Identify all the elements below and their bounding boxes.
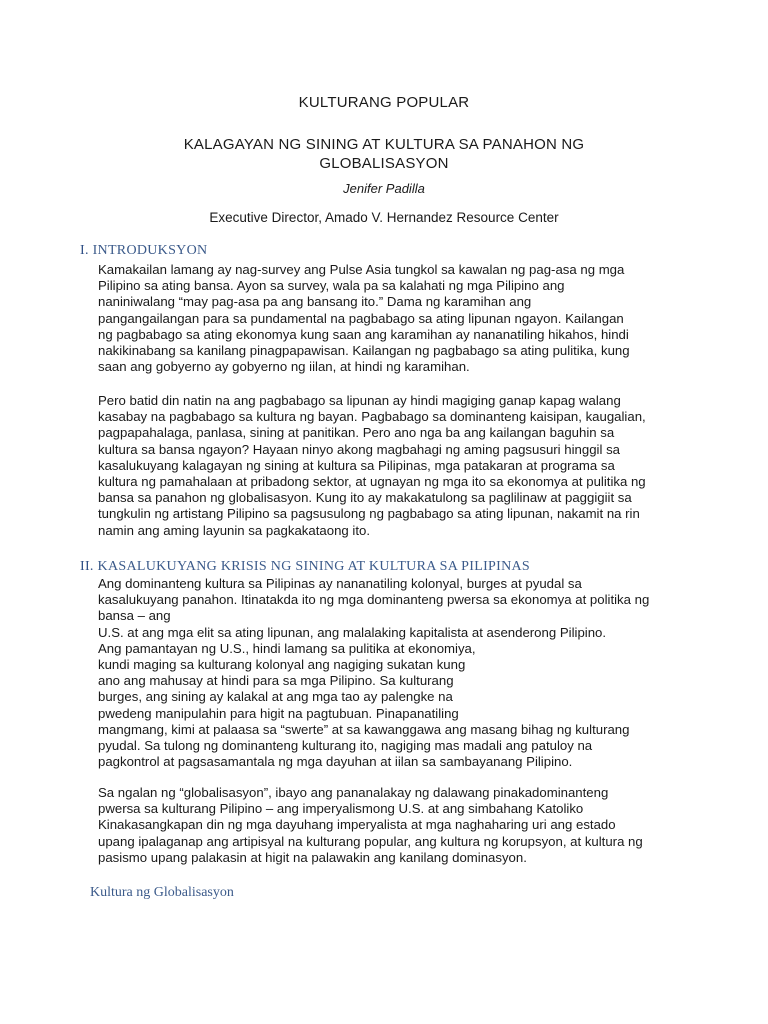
author-affiliation: Executive Director, Amado V. Hernandez Resource Center (209, 210, 559, 225)
section-heading-text: KASALUKUYANG KRISIS NG SINING AT KULTURA SA PILIPINAS (97, 559, 530, 574)
document-title: KULTURANG POPULAR (298, 94, 470, 111)
section-heading-introduksyon (80, 243, 207, 259)
paragraph: Ang dominanteng kultura sa Pilipinas ay nananatiling kolonyal, burges at pyudal sa kasalukuyang panahon. Itinatakda ito ng mga dominanteng pwersa sa ekonomya at politika ng bansa – ang U.S. at ang mga elit sa ating lipunan, ang malalaking kapitalista at asenderong Pilipino. Ang pamantayan ng U.S., hindi lamang sa pulitika at ekonomiya, kundi maging sa kulturang kolonyal ang nagiging sukatan kung ano ang mahusay at hindi para sa mga Pilipino. Sa kulturang burges, ang sining ay kalakal at ang mga tao ay palengke na pwedeng manipulahin para higit na pagtubuan. Pinapanatiling mangmang, kimi at palaasa sa “swerte” at sa kawanggawa ang masang bihag ng kulturang pyudal. Sa tulong ng dominanteng kulturang ito, nagiging mas madali ang patuloy na pagkontrol at pagsasamantala ng mga dayuhan at iilan sa sambayanang Pilipino. (98, 576, 650, 770)
section-number: II. (80, 559, 94, 574)
paragraph: Kamakailan lamang ay nag-survey ang Pulse Asia tungkol sa kawalan ng pag-asa ng mga Pilipino sa ating bansa. Ayon sa survey, wala pa sa kalahati ng mga Pilipino ang naniniwalang “may pag-asa pa ang bansang ito.” Dama ng karamihan ang pangangailangan para sa pundamental na pagbabago sa ating lipunan ngayon. Kailangan ng pagbabago sa ating ekonomya kung saan ang karamihan ay nananatiling hikahos, hindi nakikinabang sa kanilang pinagpapawisan. Kailangan ng pagbabago sa ating pulitika, kung saan ang gobyerno ay gobyerno ng iilan, at hindi ng karamihan. (98, 262, 630, 375)
section-heading-text: INTRODUKSYON (92, 243, 208, 258)
paragraph: Sa ngalan ng “globalisasyon”, ibayo ang pananalakay ng dalawang pinakadominanteng pwersa sa kulturang Pilipino – ang imperyalismong U.S. at ang simbahang Katoliko Kinakasangkapan din ng mga dayuhang imperyalista at mga naghaharing uri ang estado upang ipalaganap ang artipisyal na kulturang popular, ang kultura ng korupsyon, at kultura ng pasismo upang palakasin at higit na palawakin ang kanilang dominasyon. (98, 785, 643, 865)
section-heading-krisis (80, 559, 530, 575)
document-subtitle: KALAGAYAN NG SINING AT KULTURA SA PANAHON NG GLOBALISASYON (183, 136, 585, 172)
paragraph: Pero batid din natin na ang pagbabago sa lipunan ay hindi magiging ganap kapag walang kasabay na pagbabago sa kultura ng bayan. Pagbabago sa dominanteng kaisipan, kaugalian, pagpapahalaga, panlasa, sining at panitikan. Pero ano nga ba ang kailangan baguhin sa kultura sa bansa ngayon? Hayaan ninyo akong magbahagi ng aming pagsusuri hinggil sa kasalukuyang kalagayan ng sining at kultura sa Pilipinas, mga patakaran at programa sa kultura ng pamahalaan at pribadong sektor, at ugnayan ng mga ito sa ekonomya at pulitika ng bansa sa panahon ng globalisasyon. Kung ito ay makakatulong sa paglilinaw at paggigiit sa tungkulin ng artistang Pilipino sa pagsusulong ng pagbabago sa ating lipunan, nakamit na rin namin ang aming layunin sa pagkakataong ito. (98, 393, 646, 538)
author-name: Jenifer Padilla (343, 181, 425, 196)
subsection-heading-globalisasyon: Kultura ng Globalisasyon (90, 885, 234, 900)
section-number: I. (80, 243, 89, 258)
